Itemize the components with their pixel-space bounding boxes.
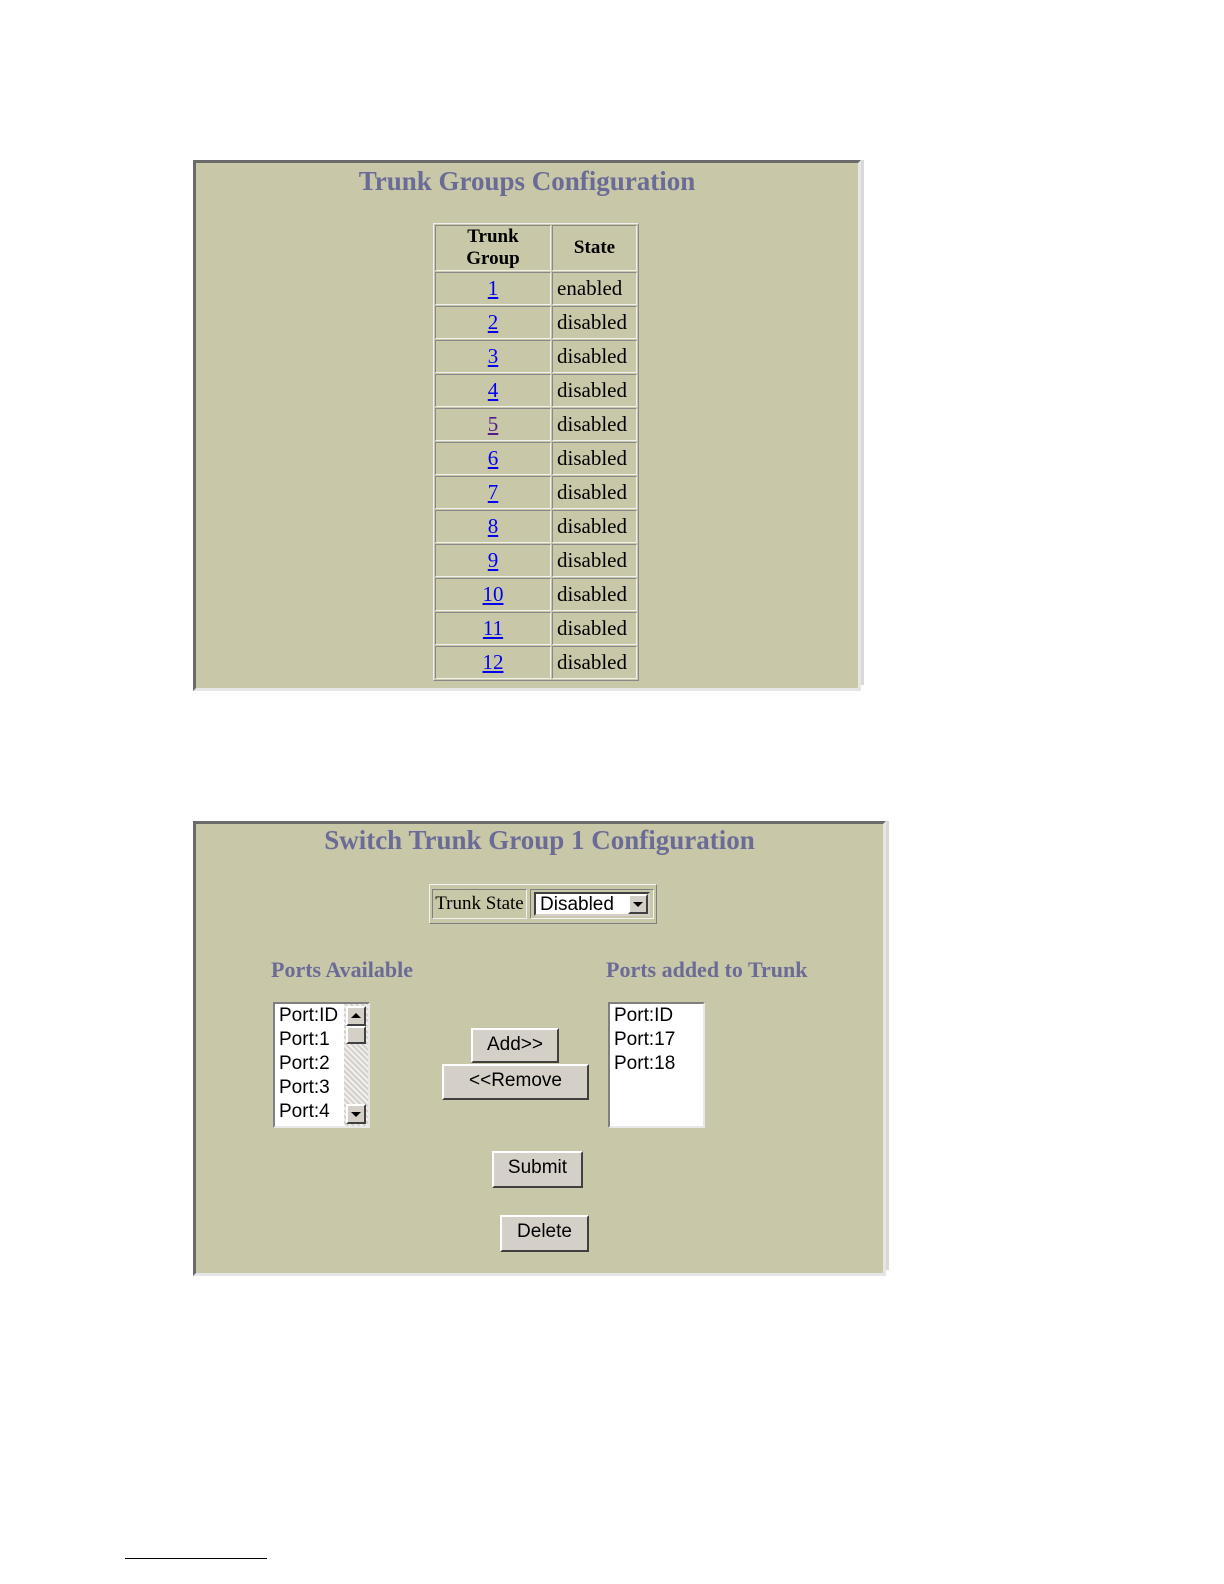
- trunk-group-cell: [435, 578, 551, 611]
- table-row: [435, 578, 637, 611]
- ports-available-label: Ports Available: [271, 957, 413, 982]
- trunk-group-link[interactable]: 8: [487, 514, 499, 538]
- footnote-divider: [125, 1558, 267, 1559]
- trunk-group-cell: [435, 510, 551, 543]
- trunk-group-cell: [435, 374, 551, 407]
- trunk-state-cell: disabled: [552, 408, 637, 441]
- table-row: [435, 646, 637, 679]
- submit-button[interactable]: Submit: [492, 1151, 583, 1188]
- trunk-state-value: Disabled: [540, 894, 614, 915]
- table-row: [435, 442, 637, 475]
- trunk-group-cell: [435, 408, 551, 441]
- table-row: [435, 476, 637, 509]
- ports-added-options: [610, 1004, 703, 1076]
- trunk-state-cell: disabled: [552, 476, 637, 509]
- trunk-state-cell: disabled: [552, 612, 637, 645]
- trunk-group-link[interactable]: 5: [487, 412, 499, 436]
- trunk-state-cell: disabled: [552, 442, 637, 475]
- trunk-group-cell: [435, 442, 551, 475]
- trunk-group-link[interactable]: 4: [487, 378, 499, 402]
- trunk-state-select[interactable]: [534, 892, 650, 916]
- list-item[interactable]: Port:2: [279, 1053, 330, 1074]
- trunk-group-cell: [435, 544, 551, 577]
- column-header-state: State: [552, 225, 637, 271]
- trunk-group-cell: [435, 340, 551, 373]
- list-item[interactable]: Port:ID: [614, 1005, 674, 1026]
- trunk-group-link[interactable]: 2: [487, 310, 499, 334]
- list-item[interactable]: Port:4: [279, 1101, 330, 1122]
- list-item[interactable]: Port:18: [614, 1053, 676, 1074]
- scroll-thumb[interactable]: [346, 1026, 366, 1044]
- table-header-row: [435, 225, 637, 271]
- table-row: [435, 374, 637, 407]
- remove-button[interactable]: <<Remove: [442, 1064, 589, 1100]
- trunk-group-link[interactable]: 6: [487, 446, 499, 470]
- trunk-group-cell: [435, 306, 551, 339]
- trunk-config-panel: [193, 821, 886, 1276]
- trunk-group-cell: [435, 476, 551, 509]
- list-item[interactable]: Port:ID: [279, 1005, 339, 1026]
- delete-button[interactable]: Delete: [500, 1215, 589, 1252]
- trunk-group-link[interactable]: 3: [487, 344, 499, 368]
- ports-available-scrollbar[interactable]: [344, 1004, 368, 1126]
- trunk-groups-panel: [193, 160, 861, 691]
- list-item[interactable]: Port:17: [614, 1029, 676, 1050]
- trunk-group-link[interactable]: 1: [487, 276, 499, 300]
- ports-added-label: Ports added to Trunk: [606, 957, 808, 982]
- trunk-state-row: [429, 884, 657, 924]
- trunk-group-cell: [435, 272, 551, 305]
- trunk-group-link[interactable]: 11: [482, 616, 504, 640]
- ports-available-listbox[interactable]: [273, 1002, 370, 1128]
- trunk-state-cell: disabled: [552, 510, 637, 543]
- table-row: [435, 306, 637, 339]
- list-item[interactable]: Port:3: [279, 1077, 330, 1098]
- trunk-state-cell: [530, 889, 654, 919]
- table-row: [435, 612, 637, 645]
- trunk-config-title: Switch Trunk Group 1 Configuration: [324, 825, 755, 855]
- add-button[interactable]: Add>>: [471, 1028, 559, 1063]
- column-header-trunk-group: Trunk Group: [435, 225, 551, 271]
- trunk-state-cell: disabled: [552, 374, 637, 407]
- trunk-state-cell: disabled: [552, 306, 637, 339]
- trunk-group-cell: [435, 646, 551, 679]
- table-row: [435, 408, 637, 441]
- table-row: [435, 510, 637, 543]
- table-row: [435, 272, 637, 305]
- trunk-state-cell: disabled: [552, 578, 637, 611]
- list-item[interactable]: Port:1: [279, 1029, 330, 1050]
- table-row: [435, 544, 637, 577]
- trunk-state-cell: enabled: [552, 272, 637, 305]
- trunk-group-link[interactable]: 10: [482, 582, 504, 606]
- trunk-state-cell: disabled: [552, 646, 637, 679]
- trunk-group-cell: [435, 612, 551, 645]
- trunk-groups-table: [433, 223, 639, 681]
- trunk-group-link[interactable]: 12: [482, 650, 504, 674]
- chevron-down-icon[interactable]: [628, 894, 648, 914]
- trunk-group-link[interactable]: 7: [487, 480, 499, 504]
- trunk-state-label: Trunk State: [432, 889, 527, 919]
- trunk-state-cell: disabled: [552, 340, 637, 373]
- scroll-up-icon[interactable]: [346, 1006, 366, 1026]
- scroll-down-icon[interactable]: [346, 1104, 366, 1124]
- trunk-groups-rows: [435, 272, 637, 679]
- trunk-group-link[interactable]: 9: [487, 548, 499, 572]
- table-row: [435, 340, 637, 373]
- trunk-state-cell: disabled: [552, 544, 637, 577]
- trunk-groups-title: Trunk Groups Configuration: [358, 166, 696, 196]
- ports-added-listbox[interactable]: [608, 1002, 705, 1128]
